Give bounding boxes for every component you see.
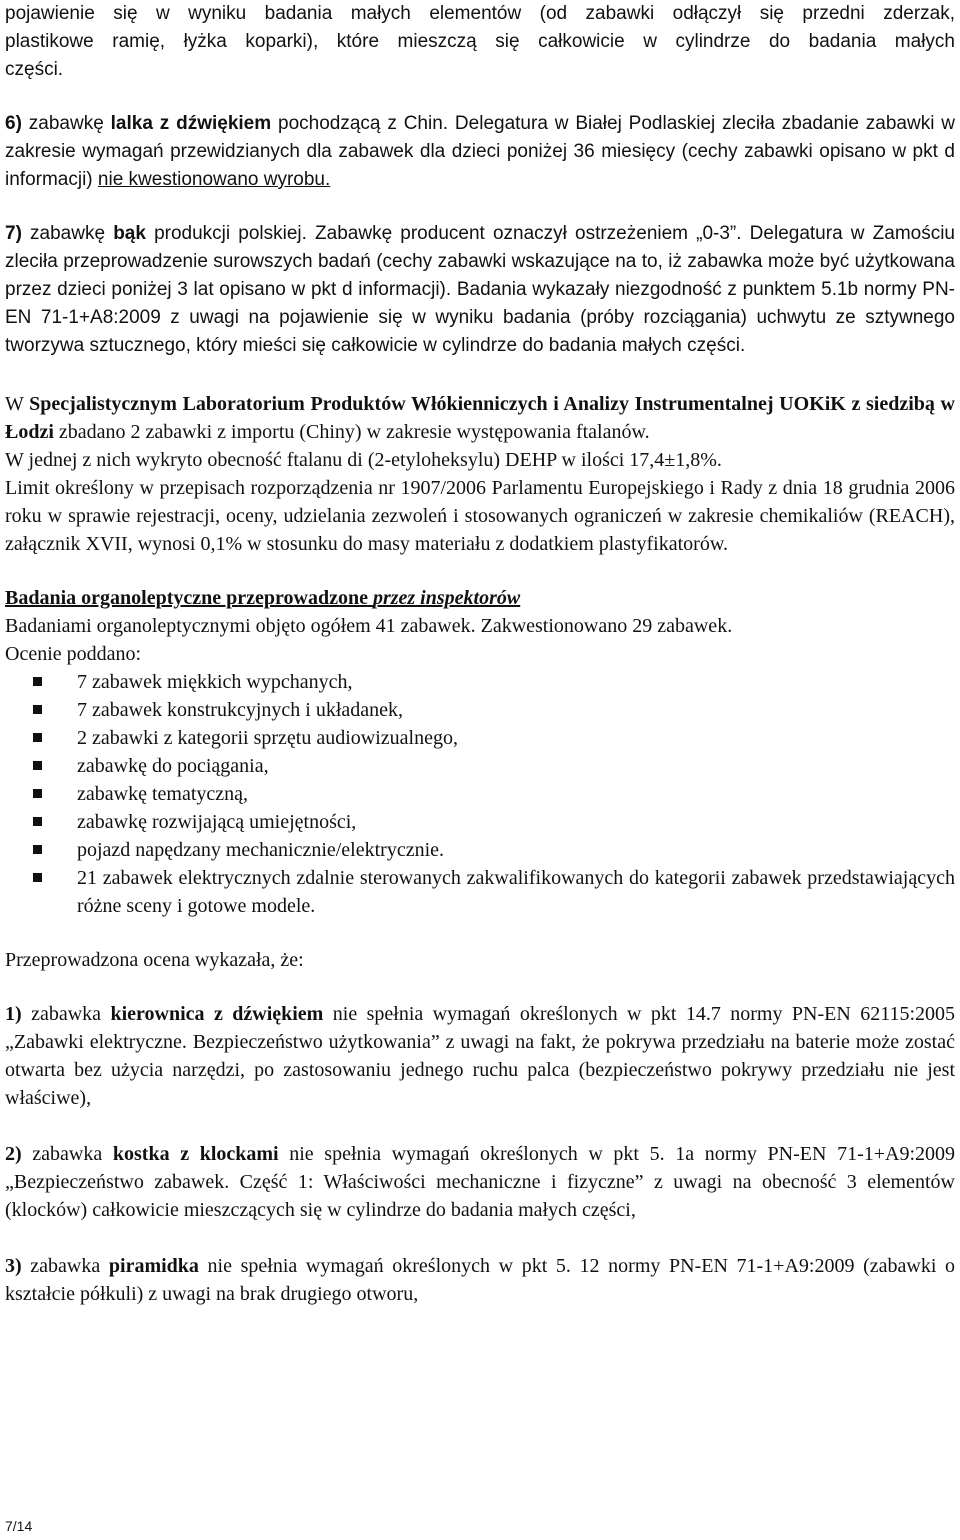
phthalate-finding: W jednej z nich wykryto obecność ftalanu di (2-etyloheksylu) DEHP w ilości 17,4±1,8%. [5, 449, 722, 471]
reach-limit-text: Limit określony w przepisach rozporządzenia nr 1907/2006 Parlamentu Europejskiego i Rady z dnia 18 grudnia 2006 roku w sprawie rejestracji, oceny, udzielania zezwoleń i stosowanych ograniczeń w zakresie chemikaliów (REACH), załącznik XVII, wynosi 0,1% w stosunku do masy materiału z dodatkiem plastyfikatorów. [5, 477, 955, 555]
item-text: zabawkę [21, 223, 114, 244]
organoleptic-section [5, 584, 955, 920]
continuation-paragraph [5, 0, 955, 84]
organoleptic-list-intro: Ocenie poddano: [5, 643, 142, 665]
toy-category-list [5, 668, 955, 920]
bullet-square-icon [33, 817, 42, 826]
bullet-square-icon [33, 873, 42, 882]
list-item: zabawkę rozwijającą umiejętności, [77, 808, 955, 836]
item-number: 1) [5, 1003, 22, 1025]
laboratory-section [5, 390, 955, 558]
bullet-square-icon [33, 733, 42, 742]
item-text: pochodzącą z Chin. Delegatura w Białej Podlaskiej zleciła zbadanie zabawki w zakresie wymagań przewidzianych dla zabawek dla dzieci poniżej 36 miesięcy (cechy zabawki opisano w pkt d informacji) [5, 113, 956, 190]
list-item: 2 zabawki z kategorii sprzętu audiowizualnego, [77, 724, 955, 752]
bullet-square-icon [33, 705, 42, 714]
bullet-square-icon [33, 761, 42, 770]
bullet-square-icon [33, 677, 42, 686]
finding-1-paragraph: 1) zabawka kierownica z dźwiękiem nie spełnia wymagań określonych w pkt 14.7 normy PN-EN 62115:2005 „Zabawki elektryczne. Bezpieczeństwo użytkowania” z uwagi na fakt, że pokrywa przedziału na baterie może zostać otwarta bez użycia narzędzi, po zastosowaniu jednego ruchu palca (bezpieczeństwo pokrywy przedziału nie jest właściwe), [5, 1003, 956, 1109]
item-6-paragraph [5, 110, 955, 194]
assessment-intro: Przeprowadzona ocena wykazała, że: [5, 949, 304, 971]
document-page [5, 0, 955, 1308]
section-heading: Badania organoleptyczne przeprowadzone przez inspektorów [5, 587, 521, 609]
product-name: piramidka [108, 1255, 199, 1277]
finding-3-paragraph: 3) zabawka piramidka nie spełnia wymagań określonych w pkt 5. 12 normy PN-EN 71-1+A9:2009 (zabawki o kształcie półkuli) z uwagi na brak drugiego otworu, [5, 1255, 955, 1305]
item-text: zabawkę [21, 113, 111, 134]
product-name: bąk [113, 223, 146, 244]
page-number: 7/14 [5, 1518, 33, 1534]
organoleptic-summary: Badaniami organoleptycznymi objęto ogółem 41 zabawek. Zakwestionowano 29 zabawek. [5, 615, 733, 637]
bullet-square-icon [33, 845, 42, 854]
item-text: produkcji polskiej. Zabawkę producent oznaczył ostrzeżeniem „0-3”. Delegatura w Zamościu zleciła przeprowadzenie surowszych badań (cechy zabawki wskazujące na to, iż zabawka może być użytkowana przez dzieci poniżej 3 lat opisano w pkt d informacji). Badania wykazały niezgodność z punktem 5.1b normy PN-EN 71-1+A8:2009 z uwagi na pojawienie się w wyniku badania (próby rozciągania) uchwytu ze sztywnego tworzywa sztucznego, który mieści się całkowicie w cylindrze do badania małych części. [5, 223, 955, 356]
finding-2-paragraph: 2) zabawka kostka z klockami nie spełnia wymagań określonych w pkt 5. 1a normy PN-EN 71-1+A9:2009 „Bezpieczeństwo zabawek. Część 1: Właściwości mechaniczne i fizyczne” z uwagi na obecność 3 elementów (klocków) całkowicie mieszczących się w cylindrze do badania małych części, [5, 1143, 956, 1221]
item-number: 6) [5, 113, 22, 134]
product-name: kostka z klockami [112, 1143, 279, 1165]
list-item: zabawkę tematyczną, [77, 780, 955, 808]
laboratory-intro: W Specjalistycznym Laboratorium Produktów Włókienniczych i Analizy Instrumentalnej UOKiK z siedzibą w Łodzi zbadano 2 zabawki z importu (Chiny) w zakresie występowania ftalanów. [5, 393, 955, 443]
list-item: zabawkę do pociągania, [77, 752, 955, 780]
list-item: pojazd napędzany mechanicznie/elektrycznie. [77, 836, 955, 864]
item-number: 7) [5, 223, 22, 244]
bullet-square-icon [33, 789, 42, 798]
paragraph-line: plastikowe ramię, łyżka koparki), które mieszczą się całkowicie w cylindrze do badania małych [5, 31, 955, 52]
list-item: 7 zabawek konstrukcyjnych i układanek, [77, 696, 955, 724]
product-name: kierownica z dźwiękiem [110, 1003, 324, 1025]
paragraph-line: części. [5, 59, 64, 80]
list-item: 21 zabawek elektrycznych zdalnie sterowanych zakwalifikowanych do kategorii zabawek przedstawiających różne sceny i gotowe modele. [77, 864, 955, 920]
paragraph-line: pojawienie się w wyniku badania małych elementów (od zabawki odłączył się przedni zderzak, [5, 3, 955, 24]
item-7-paragraph [5, 220, 955, 360]
item-number: 2) [5, 1143, 22, 1165]
list-item: 7 zabawek miękkich wypchanych, [77, 668, 955, 696]
laboratory-name: Specjalistycznym Laboratorium Produktów Włókienniczych i Analizy Instrumentalnej UOKiK z siedzibą w Łodzi [5, 393, 955, 443]
verdict-text: nie kwestionowano wyrobu. [97, 169, 331, 190]
product-name: lalka z dźwiękiem [110, 113, 272, 134]
item-number: 3) [5, 1255, 22, 1277]
